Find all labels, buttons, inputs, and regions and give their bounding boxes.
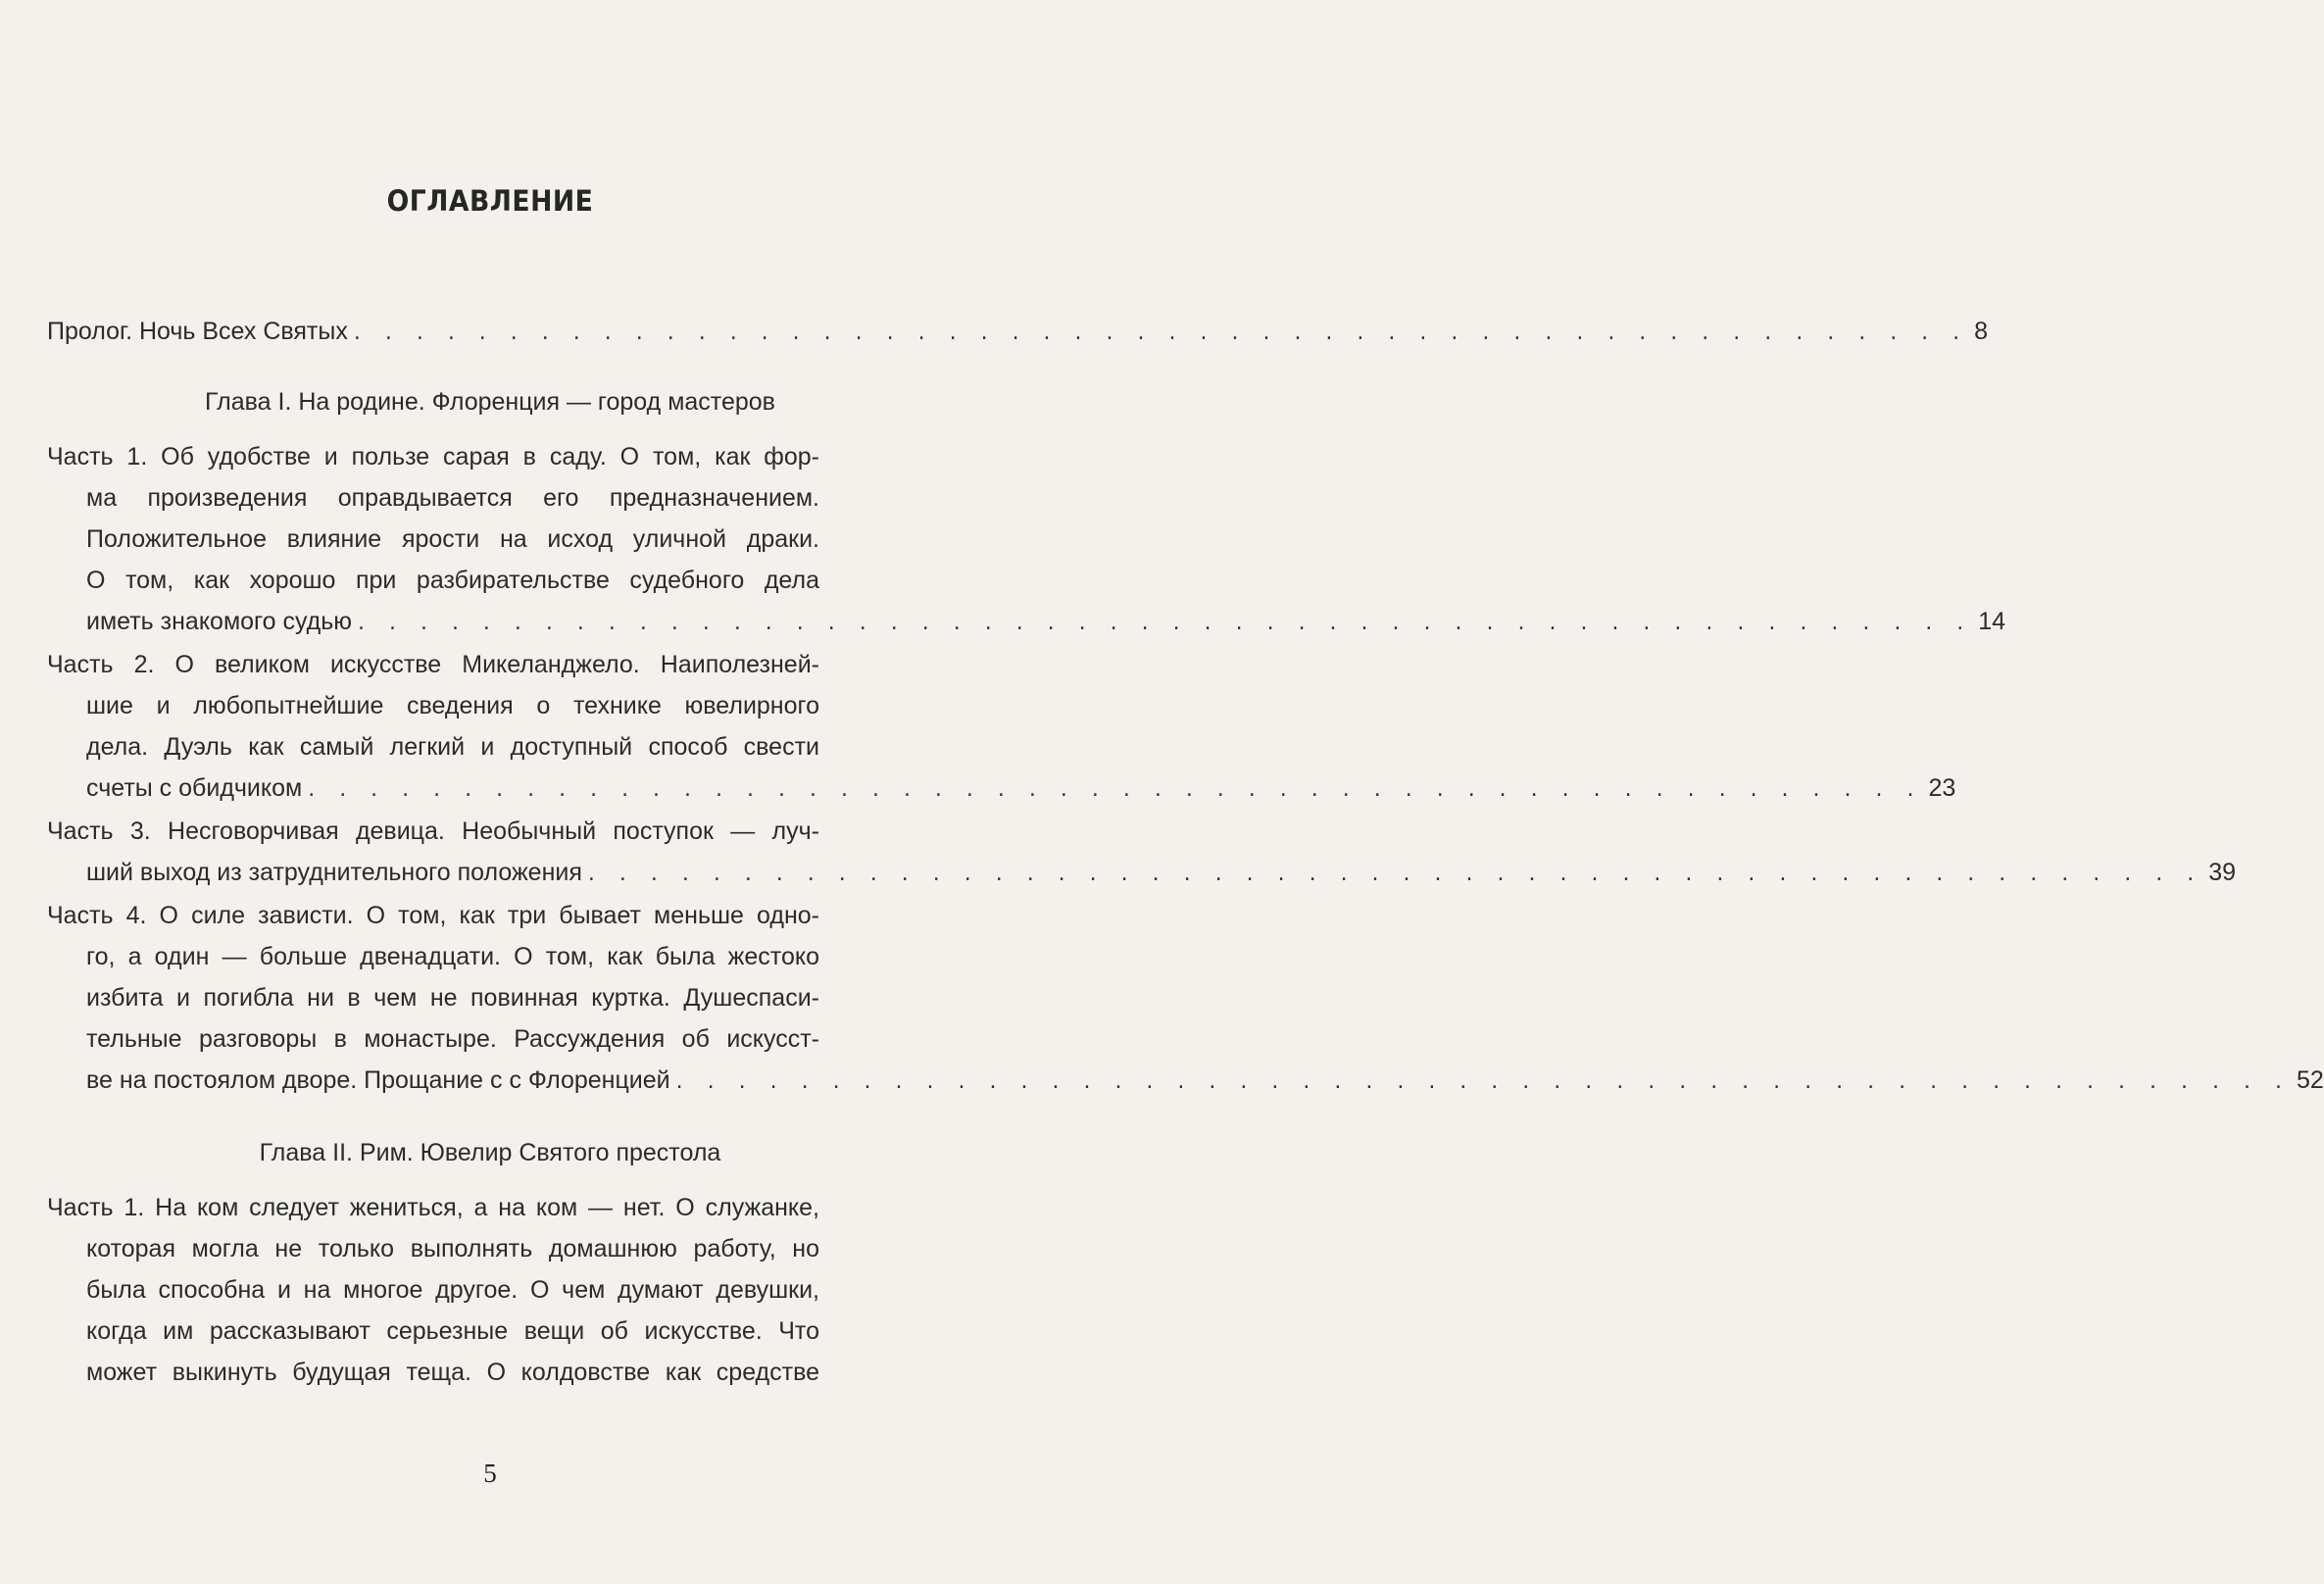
dot-leader: . . . . . . . . . . . . . . . . . . . . . . . . . . . . . . . . . . . . . . . . . . . . . . . . . . . . (587, 862, 2203, 886)
toc-page-number: 8 (1974, 318, 1989, 345)
toc-entry-line: ма произведения оправдывается его предназначением. (86, 484, 819, 512)
dot-leader: . . . . . . . . . . . . . . . . . . . . . . . . . . . . . . . . . . . . . . . . . . . . . . . . . . . . (675, 1069, 2291, 1094)
page-number: 5 (483, 1459, 497, 1488)
toc-entry-line: которая могла не только выполнять домашнюю работу, но (86, 1235, 819, 1262)
toc-page-number: 39 (2208, 859, 2236, 886)
toc-entry-part-1-4 (86, 1066, 2324, 1094)
toc-entry-line: го, а один — больше двенадцати. О том, как была жестоко (86, 943, 819, 970)
toc-entry-text: ве на постоялом дворе. Прощание с с Флоренцией (86, 1066, 670, 1094)
toc-entry-text: иметь знакомого судью (86, 608, 352, 635)
dot-leader: . . . . . . . . . . . . . . . . . . . . . . . . . . . . . . . . . . . . . . . . . . . . . . . . . . . . (357, 611, 1973, 635)
toc-entry-part-1-3 (86, 859, 2236, 886)
toc-entry-line: Часть 4. О силе зависти. О том, как три бывает меньше одно- (47, 902, 819, 929)
toc-entry-line: была способна и на многое другое. О чем думают девушки, (86, 1276, 819, 1304)
chapter-heading-2: Глава II. Рим. Ювелир Святого престола (259, 1139, 721, 1166)
toc-entry-part-1-1 (86, 608, 2006, 635)
toc-entry-line: Часть 1. На ком следует жениться, а на ком — нет. О служанке, (47, 1194, 819, 1221)
toc-entry-text: Пролог. Ночь Всех Святых (47, 318, 348, 345)
toc-entry-line: О том, как хорошо при разбирательстве судебного дела (86, 567, 819, 594)
toc-page-number: 52 (2296, 1066, 2324, 1094)
toc-entry-line: дела. Дуэль как самый легкий и доступный способ свести (86, 733, 819, 761)
toc-page-number: 23 (1928, 774, 1956, 802)
toc-entry-line: Часть 3. Несговорчивая девица. Необычный поступок — луч- (47, 817, 819, 845)
toc-entry-line: может выкинуть будущая теща. О колдовстве как средстве (86, 1359, 819, 1386)
dot-leader: . . . . . . . . . . . . . . . . . . . . . . . . . . . . . . . . . . . . . . . . . . . . . . . . . . . . (353, 321, 1969, 345)
chapter-heading-1: Глава I. На родине. Флоренция — город мастеров (205, 388, 775, 416)
toc-entry-line: Положительное влияние ярости на исход уличной драки. (86, 525, 819, 553)
toc-entry-line: Часть 2. О великом искусстве Микеланджело. Наиполезней- (47, 651, 819, 678)
toc-entry-part-1-2 (86, 774, 1956, 802)
toc-entry-text: счеты с обидчиком (86, 774, 303, 802)
toc-page-number: 14 (1978, 608, 2006, 635)
toc-entry-line: избита и погибла ни в чем не повинная куртка. Душеспаси- (86, 984, 819, 1012)
toc-entry-line: тельные разговоры в монастыре. Рассуждения об искусст- (86, 1025, 819, 1053)
dot-leader: . . . . . . . . . . . . . . . . . . . . . . . . . . . . . . . . . . . . . . . . . . . . . . . . . . . . (308, 777, 1923, 802)
toc-entry-line: когда им рассказывают серьезные вещи об искусстве. Что (86, 1317, 819, 1345)
toc-entry-line: Часть 1. Об удобстве и пользе сарая в саду. О том, как фор- (47, 443, 819, 470)
page-title: ОГЛАВЛЕНИЕ (386, 184, 594, 218)
toc-entry-text: ший выход из затруднительного положения (86, 859, 582, 886)
toc-entry-prologue (47, 318, 1989, 345)
toc-entry-line: шие и любопытнейшие сведения о технике ювелирного (86, 692, 819, 719)
